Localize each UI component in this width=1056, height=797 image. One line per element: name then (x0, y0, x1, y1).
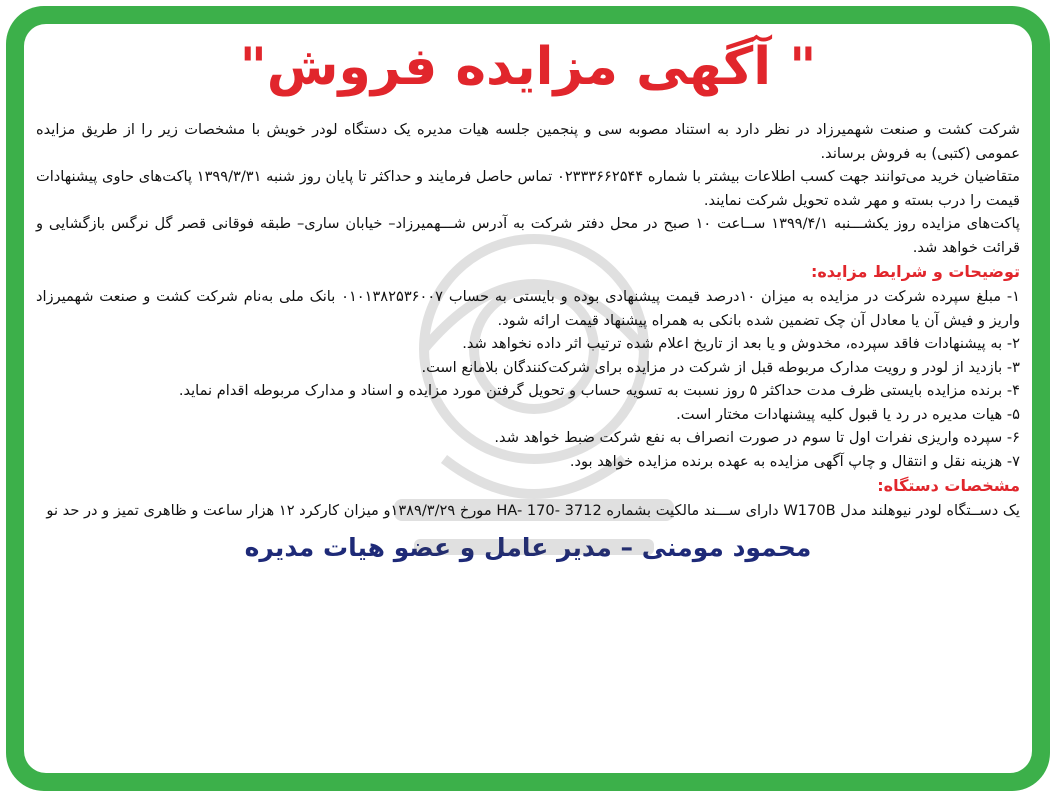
contact-paragraph: متقاضیان خرید می‌توانند جهت کسب اطلاعات بیشتر با شماره ۰۲۳۳۳۶۶۲۵۴۴ تماس حاصل فرمایند و حداکثر تا پایان روز شنبه ۱۳۹۹/۳/۳۱ پاکت‌های حاوی پیشنهادات قیمت را درب بسته و مهر شده تحویل شرکت نمایند. (36, 168, 1020, 209)
green-rounded-border (6, 6, 1050, 791)
intro-paragraph: شرکت کشت و صنعت شهمیرزاد در نظر دارد به استناد مصوبه سی و پنجمین جلسه هیات مدیره یک دستگاه لودر خویش با مشخصات زیر را از طریق مزایده عمومی (کتبی) به فروش برساند. (36, 121, 1020, 162)
condition-item: ۴- برنده مزایده بایستی ظرف مدت حداکثر ۵ روز نسبت به تسویه حساب و تحویل گرفتن مورد مزایده و اسناد و مدارک مربوطه اقدام نماید. (178, 382, 1020, 399)
signature-line: محمود مومنی – مدیر عامل و عضو هیات مدیره (244, 532, 812, 562)
specs-heading: مشخصات دستگاه: (877, 476, 1020, 495)
condition-item: ۶- سپرده واریزی نفرات اول تا سوم در صورت انصراف به نفع شرکت ضبط خواهد شد. (494, 429, 1020, 446)
condition-item: ۳- بازدید از لودر و رویت مدارک مربوطه قبل از شرکت در مزایده برای شرکت‌کنندگان بلامانع است. (421, 358, 1020, 376)
opening-paragraph: پاکت‌های مزایده روز یکشـــنبه ۱۳۹۹/۴/۱ ســاعت ۱۰ صبح در محل دفتر شرکت به آدرس شـــهمیرزاد– خیابان ساری– طبقه فوقانی قصر گل نرگس بازگشایی و قرائت خواهد شد. (36, 215, 1020, 256)
condition-item: ۲- به پیشنهادات فاقد سپرده، مخدوش و یا بعد از تاریخ اعلام شده ترتیب اثر داده نخواهد شد. (462, 335, 1020, 352)
conditions-heading: توضیحات و شرایط مزایده: (810, 262, 1020, 281)
condition-item: ۷- هزینه نقل و انتقال و چاپ آگهی مزایده به عهده برنده مزایده خواهد بود. (569, 452, 1020, 470)
page-title: " آگهی مزایده فروش" (239, 37, 817, 97)
condition-item: ۵- هیات مدیره در رد یا قبول کلیه پیشنهادات مختار است. (676, 405, 1020, 423)
advertisement-body (36, 118, 1020, 523)
condition-item: ۱- مبلغ سپرده شرکت در مزایده به میزان ۱۰درصد قیمت پیشنهادی بوده و بایستی به حساب ۰۱۰۱۳۸۲۵۳۶۰۰۷ بانک ملی به‌نام شرکت کشت و صنعت شهمیرزاد واریز و فیش آن یا معادل آن چک تضمین شده بانکی به همراه پیشنهاد قیمت ارائه شود. (36, 288, 1020, 329)
advertisement-paper (24, 24, 1032, 773)
specs-paragraph: یک دســتگاه لودر نیوهلند مدل W170B دارای ســـند مالکیت بشماره HA- 170- 3712 مورخ ۱۳۸۹/۳/۲۹و میزان کارکرد ۱۲ هزار ساعت و ظاهری تمیز و در حد نو (46, 502, 1020, 519)
